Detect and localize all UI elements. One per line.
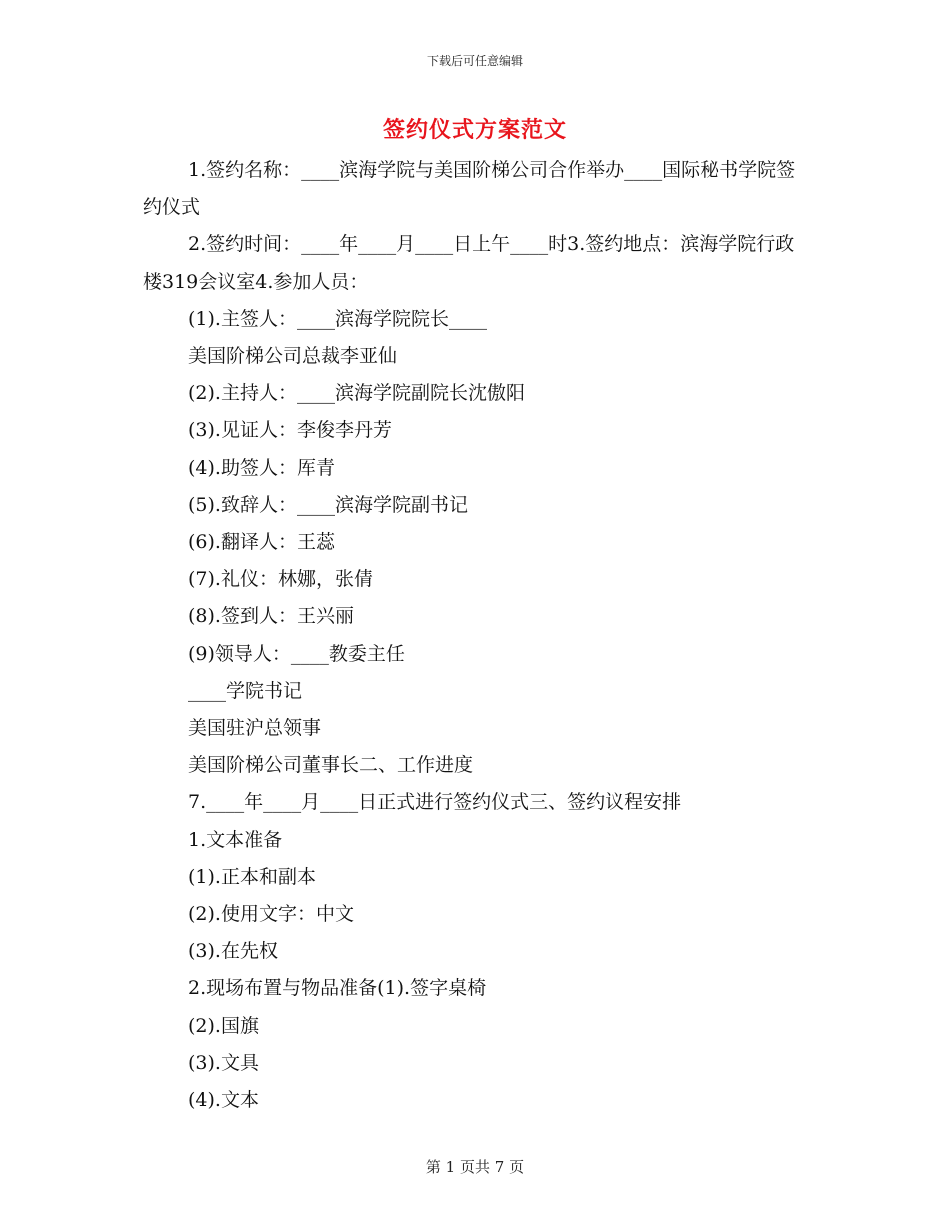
list-item: (2).使用文字：中文 [188, 903, 354, 926]
list-item: (9)领导人：____教委主任 [188, 642, 405, 665]
list-item: (3).在先权 [188, 940, 278, 963]
list-item: 7.____年____月____日正式进行签约仪式三、签约议程安排 [188, 791, 682, 814]
list-item: (8).签到人：王兴丽 [188, 605, 354, 628]
page-footer: 第 1 页共 7 页 [425, 1158, 525, 1176]
list-item: (1).正本和副本 [188, 865, 316, 888]
list-item: 1.文本准备 [188, 828, 283, 851]
list-item: (3).见证人：李俊李丹芳 [188, 419, 392, 442]
paragraph-signing-name: 1.签约名称：____滨海学院与美国阶梯公司合作举办____国际秘书学院签约仪式 [143, 159, 796, 219]
list-item: (7).礼仪：林娜，张倩 [188, 568, 373, 591]
list-item: (4).助签人：厍青 [188, 456, 335, 479]
paragraph-signing-time-location: 2.签约时间：____年____月____日上午____时3.签约地点：滨海学院行政楼319会议室4.参加人员： [143, 233, 795, 293]
list-item: 2.现场布置与物品准备(1).签字桌椅 [188, 977, 487, 1000]
page-header: 下载后可任意编辑 [426, 54, 523, 68]
list-item: (5).致辞人：____滨海学院副书记 [188, 493, 468, 516]
list-item: 美国阶梯公司总裁李亚仙 [188, 345, 398, 368]
list-item: (2).主持人：____滨海学院副院长沈傲阳 [188, 382, 525, 405]
list-item: ____学院书记 [188, 679, 303, 702]
list-item: 美国驻沪总领事 [188, 717, 322, 740]
document-title: 签约仪式方案范文 [382, 117, 567, 143]
list-item: (4).文本 [188, 1089, 259, 1112]
list-item: (3).文具 [188, 1051, 259, 1074]
list-item: 美国阶梯公司董事长二、工作进度 [188, 754, 474, 777]
list-item: (6).翻译人：王蕊 [188, 531, 335, 554]
list-item: (1).主签人：____滨海学院院长____ [188, 307, 487, 330]
list-item: (2).国旗 [188, 1014, 259, 1037]
document-body [143, 152, 808, 1119]
